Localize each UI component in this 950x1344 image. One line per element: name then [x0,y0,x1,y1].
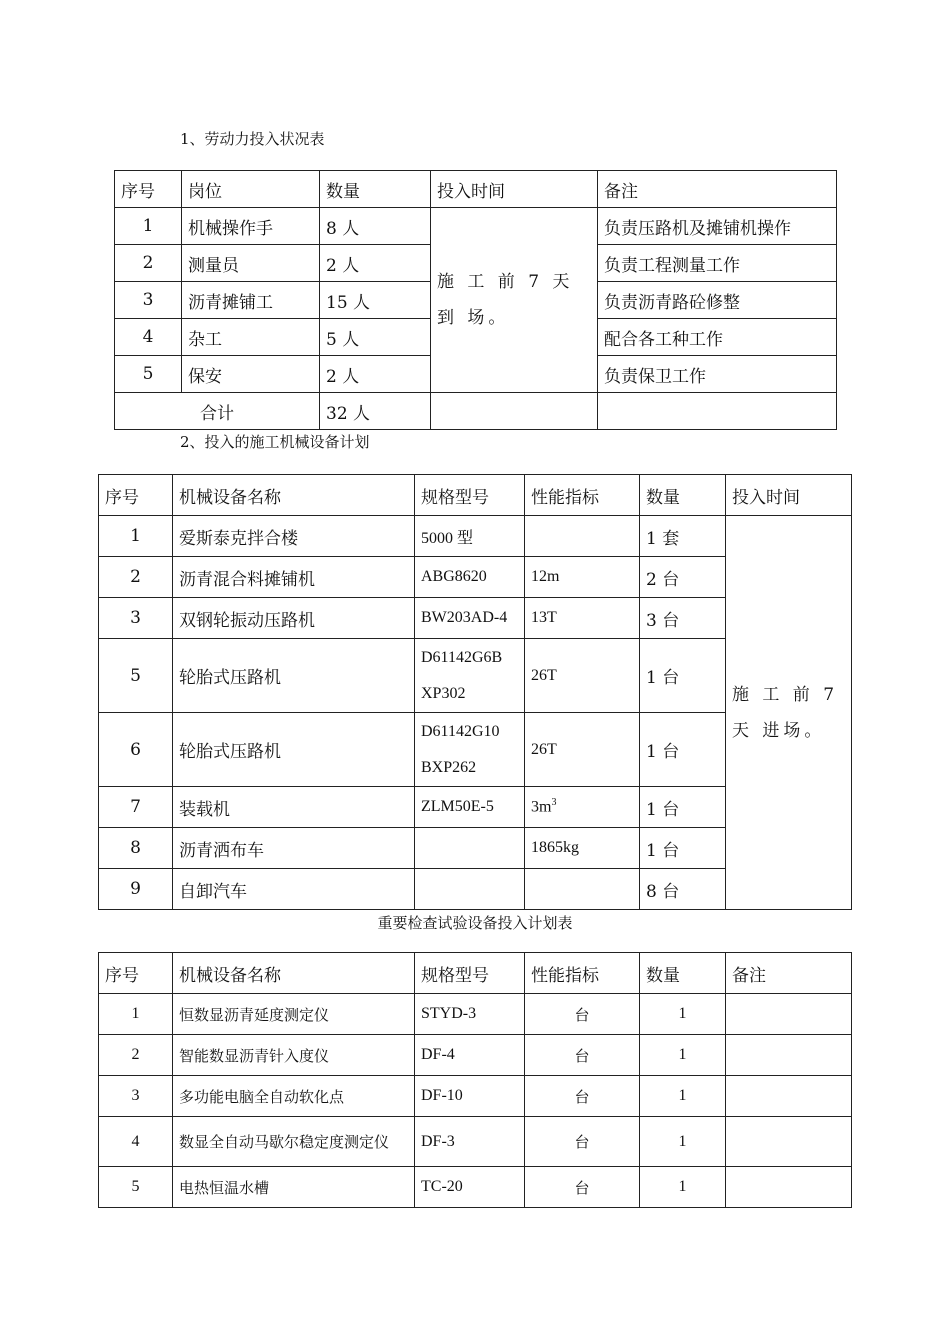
model-cell [415,639,525,713]
row-number: 1 [99,994,173,1035]
row-number: 7 [99,787,173,828]
header-cell: 岗位 [182,171,320,208]
qty-cell: 1 台 [640,639,726,713]
note-cell [726,1035,852,1076]
header-cell: 数量 [640,953,726,994]
spec-text: 3m [531,798,552,816]
section1-title: 1、劳动力投入状况表 [180,130,325,148]
table-row [99,1117,852,1167]
empty-cell [598,393,837,430]
header-cell: 性能指标 [525,475,640,516]
header-cell: 性能指标 [525,953,640,994]
header-cell: 规格型号 [415,953,525,994]
qty-cell: 2 人 [320,356,431,393]
model-line: XP302 [421,684,466,702]
spec-cell: 台 [525,994,640,1035]
table-header-row [115,171,837,208]
name-cell: 智能数显沥青针入度仪 [173,1035,415,1076]
name-cell: 轮胎式压路机 [173,713,415,787]
row-number: 5 [99,639,173,713]
model-cell [415,828,525,869]
qty-cell: 3 台 [640,598,726,639]
total-qty: 32 人 [320,393,431,430]
header-cell: 数量 [320,171,431,208]
table-header-row [99,953,852,994]
header-cell: 备注 [598,171,837,208]
test-equipment-table [98,952,852,1208]
qty-cell: 5 人 [320,319,431,356]
name-cell: 电热恒温水槽 [173,1167,415,1208]
empty-cell [431,393,598,430]
header-cell: 数量 [640,475,726,516]
row-number: 5 [115,356,182,393]
post-cell: 杂工 [182,319,320,356]
row-number: 1 [99,516,173,557]
row-number: 1 [115,208,182,245]
name-cell: 轮胎式压路机 [173,639,415,713]
spec-cell [525,787,640,828]
model-cell [415,869,525,910]
qty-cell: 1 [640,994,726,1035]
qty-cell: 2 台 [640,557,726,598]
table-row [99,994,852,1035]
model-cell: 5000 型 [415,516,525,557]
qty-cell: 1 台 [640,713,726,787]
model-line: D61142G10 [421,722,500,740]
name-cell: 双钢轮振动压路机 [173,598,415,639]
qty-cell: 15 人 [320,282,431,319]
row-number: 3 [115,282,182,319]
note-cell: 配合各工种工作 [598,319,837,356]
row-number: 8 [99,828,173,869]
header-cell: 投入时间 [726,475,852,516]
spec-cell [525,869,640,910]
qty-cell: 1 [640,1035,726,1076]
model-cell: DF-3 [415,1117,525,1167]
spec-cell: 台 [525,1035,640,1076]
post-cell: 沥青摊铺工 [182,282,320,319]
total-row [115,393,837,430]
name-cell: 多功能电脑全自动软化点 [173,1076,415,1117]
name-cell: 恒数显沥青延度测定仪 [173,994,415,1035]
row-number: 3 [99,1076,173,1117]
model-cell [415,713,525,787]
row-number: 9 [99,869,173,910]
header-cell: 序号 [99,475,173,516]
spec-cell: 1865kg [525,828,640,869]
table-row [99,1076,852,1117]
row-number: 3 [99,598,173,639]
row-number: 4 [99,1117,173,1167]
name-cell: 自卸汽车 [173,869,415,910]
header-cell: 序号 [115,171,182,208]
name-cell: 沥青洒布车 [173,828,415,869]
model-cell: DF-4 [415,1035,525,1076]
time-cell: 施 工 前 7 天 进场。 [726,516,852,910]
table-row [99,516,852,557]
model-cell: BW203AD-4 [415,598,525,639]
total-label: 合计 [115,393,320,430]
note-cell [726,1117,852,1167]
time-cell: 施 工 前 7 天 到 场。 [431,208,598,393]
spec-cell: 台 [525,1076,640,1117]
qty-cell: 8 台 [640,869,726,910]
note-cell [726,994,852,1035]
note-cell: 负责工程测量工作 [598,245,837,282]
model-cell: DF-10 [415,1076,525,1117]
name-cell: 数显全自动马歇尔稳定度测定仪 [173,1117,415,1167]
spec-cell [525,516,640,557]
row-number: 2 [115,245,182,282]
note-cell [726,1076,852,1117]
qty-cell: 1 套 [640,516,726,557]
note-cell [726,1167,852,1208]
spec-cell: 台 [525,1167,640,1208]
row-number: 2 [99,1035,173,1076]
qty-cell: 2 人 [320,245,431,282]
spec-cell: 13T [525,598,640,639]
name-cell: 沥青混合料摊铺机 [173,557,415,598]
row-number: 6 [99,713,173,787]
qty-cell: 1 台 [640,787,726,828]
name-cell: 装载机 [173,787,415,828]
qty-cell: 1 [640,1117,726,1167]
header-cell: 机械设备名称 [173,475,415,516]
spec-cell: 26T [525,639,640,713]
note-cell: 负责压路机及摊铺机操作 [598,208,837,245]
header-cell: 序号 [99,953,173,994]
row-number: 4 [115,319,182,356]
machinery-table [98,474,852,910]
model-cell: ABG8620 [415,557,525,598]
post-cell: 测量员 [182,245,320,282]
qty-cell: 8 人 [320,208,431,245]
qty-cell: 1 [640,1167,726,1208]
model-cell: TC-20 [415,1167,525,1208]
header-cell: 投入时间 [431,171,598,208]
section2-title: 2、投入的施工机械设备计划 [180,433,370,451]
name-cell: 爱斯泰克拌合楼 [173,516,415,557]
spec-cell: 26T [525,713,640,787]
post-cell: 机械操作手 [182,208,320,245]
table-row [99,1035,852,1076]
model-line: BXP262 [421,758,477,776]
header-cell: 备注 [726,953,852,994]
labor-table [114,170,837,430]
spec-superscript: 3 [551,797,557,809]
header-cell: 规格型号 [415,475,525,516]
header-cell: 机械设备名称 [173,953,415,994]
post-cell: 保安 [182,356,320,393]
qty-cell: 1 [640,1076,726,1117]
model-line: D61142G6B [421,648,503,666]
model-cell: STYD-3 [415,994,525,1035]
section3-title: 重要检查试验设备投入计划表 [377,914,573,932]
table-row [115,208,837,245]
spec-cell: 台 [525,1117,640,1167]
spec-cell: 12m [525,557,640,598]
table-header-row [99,475,852,516]
row-number: 2 [99,557,173,598]
qty-cell: 1 台 [640,828,726,869]
note-cell: 负责保卫工作 [598,356,837,393]
row-number: 5 [99,1167,173,1208]
table-row [99,1167,852,1208]
note-cell: 负责沥青路砼修整 [598,282,837,319]
model-cell: ZLM50E-5 [415,787,525,828]
